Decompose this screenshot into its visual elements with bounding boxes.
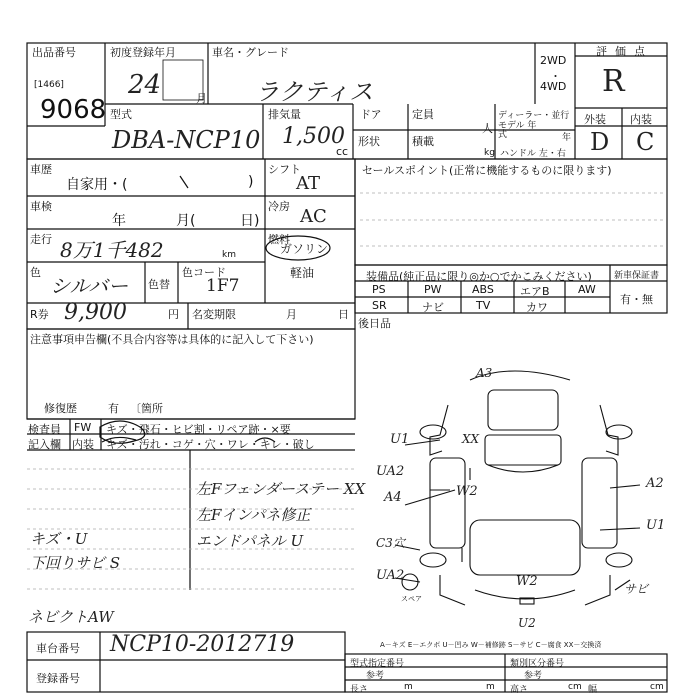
remark-line2: 左Fインパネ修正 [196,506,311,524]
mark-u2: U2 [518,616,536,630]
mark-w2: W2 [456,484,478,499]
mark-a4: A4 [384,490,402,505]
repair-value: 有 [108,402,119,415]
displacement-label: 排気量 [268,108,301,121]
eval-score: R [602,64,625,99]
repair-place: 〔箇所 [130,402,163,415]
seats-label: 定員 [412,108,434,121]
ac-value: AC [300,206,327,227]
mark-ua2-bottom: UA2 [376,568,405,583]
length-unit: m [486,682,495,692]
ac-label: 冷房 [268,200,290,213]
door-label: ドア [360,108,382,121]
year-unit: 年 [562,133,572,143]
ref-label-1: 参考 [366,671,385,681]
recycle-value: 9,900 [64,300,127,325]
model-year-label: モデル 年式 [498,121,537,140]
drive-2wd: 2WD [540,54,567,67]
equip-ps: PS [372,283,386,296]
kg-unit: kg [484,148,495,158]
fuel-diesel: 軽油 [290,266,315,280]
inspector-entry-label: 記入欄 [28,438,61,451]
capacity-label: 積載 [412,135,434,148]
equip-navi: ナビ [422,301,444,314]
cc-unit: cc [336,145,349,158]
mark-xx: XX [462,432,480,446]
category-label: 類別区分番号 [510,659,565,669]
shape-label: 形状 [358,135,380,148]
drive-4wd: 4WD [540,80,567,93]
spare-label: スペア [401,595,422,603]
ref-label-2: 参考 [524,671,543,681]
lot-number: 9068 [40,95,107,125]
mileage-unit: km [222,250,236,260]
model-designation-label: 型式指定番号 [350,659,405,669]
interior-check-label: 内装 [72,438,94,451]
dealer-label: ディーラー・並行 [498,111,570,121]
mark-u1-left: U1 [390,432,410,447]
new-car-label: 新車保証書 [614,271,660,281]
equip-sr: SR [372,299,387,312]
month-unit: 月 [196,92,207,105]
shift-value: AT [296,173,321,194]
mark-rust: サビ [624,582,649,596]
length-m-unit: m [404,682,413,692]
name-change-label: 名変期限 [192,308,236,321]
first-reg-label: 初度登録年月 [110,46,176,59]
remark-left3: ネビクトAW [28,608,114,626]
equip-aw: AW [578,283,596,296]
equipment-label: 装備品(純正品に限り◎か○でかこみください) [366,270,592,283]
repair-label: 修復歴 [44,402,77,415]
remark-line1: 左Fフェンダーステー XX [196,480,366,498]
registration-label: 登録番号 [36,672,80,685]
drive-dot: ・ [550,70,561,83]
width-unit: cm [650,682,664,692]
interior-grade: C [636,128,655,156]
remark-left1: キズ・U [30,530,88,548]
yen-unit: 円 [168,308,179,321]
equip-tv: TV [476,299,491,312]
model-label: 型式 [110,108,132,121]
shift-label: シフト [268,163,301,176]
equip-airbag: エアB [520,285,550,298]
remark-left2: 下回りサビ S [30,554,121,572]
car-name-label: 車名・グレード [212,46,289,59]
equip-abs: ABS [472,283,494,296]
recycle-label: R券 [30,308,49,321]
person-unit: 人 [482,122,493,135]
equip-pw: PW [424,283,442,296]
exterior-grade: D [590,128,610,156]
length-label: 長さ [350,685,369,695]
equip-leather: カワ [526,301,548,314]
inspector-label: 検査員 [28,423,61,436]
color-code: 1F7 [206,276,240,296]
chassis-label: 車台番号 [36,642,80,655]
mark-c3: C3穴 [376,536,405,550]
notes-label: 注意事項申告欄(不具合内容等は具体的に記入して下さい) [30,333,314,346]
mark-a2: A2 [646,476,664,491]
eval-label: 評価点 [596,45,653,58]
model-value: DBA-NCP10 [112,126,261,154]
fw-text: キズ・飛石・ヒビ割・リペア跡・×要 [106,423,291,436]
fuel-gasoline: ガソリン [280,242,329,256]
inspection-year: 年 [112,213,126,229]
name-change-day: 日 [338,308,349,321]
history-private: 自家用・( [66,177,128,193]
interior-check-text: キズ・汚れ・コゲ・穴・ワレ・キレ・破し [106,438,315,451]
fw-label: FW [74,421,92,434]
exterior-label: 外装 [584,113,606,126]
name-change-month: 月 [286,308,297,321]
handle-label: ハンドル 左・右 [500,149,566,159]
first-reg-year: 24 [128,70,162,100]
sales-point-label: セールスポイント(正常に機能するものに限ります) [362,164,612,177]
height-unit: cm [568,682,582,692]
inspection-label: 車検 [30,200,52,213]
mileage-label: 走行 [30,233,52,246]
new-car-value: 有・無 [620,293,653,306]
chassis-value: NCP10-2012719 [110,632,295,657]
width-label: 幅 [588,685,598,695]
interior-label: 内装 [630,113,652,126]
car-diagram [395,371,640,605]
displacement-value: 1,500 [282,124,345,149]
lot-label: 出品番号 [32,46,76,59]
color-code-label: 色コード [182,266,226,279]
mileage-value: 8万1千482 [60,238,164,262]
car-name: ラクティス [255,78,374,106]
mark-u1-right: U1 [646,518,666,533]
history-label: 車歴 [30,163,52,176]
mark-ua2-left: UA2 [376,464,405,479]
color-label: 色 [30,266,41,279]
remark-line3: エンドパネル U [196,532,304,550]
lot-sub: [1466] [34,80,64,90]
aftermarket-label: 後日品 [358,317,391,330]
history-close: ) [248,174,254,190]
inspection-month: 月( [176,213,196,229]
color-change-label: 色替 [148,278,170,291]
damage-legend: A－キズ E－エクボ U－凹み W－補修跡 S－サビ C－腐食 XX－交換済 [380,641,602,649]
height-label: 高さ [510,685,529,695]
inspection-day: 日) [240,213,260,229]
mark-w2-bottom: W2 [516,574,538,589]
mark-a3: A3 [476,366,493,380]
color-value: シルバー [50,274,129,298]
fuel-label: 燃料 [268,233,290,246]
